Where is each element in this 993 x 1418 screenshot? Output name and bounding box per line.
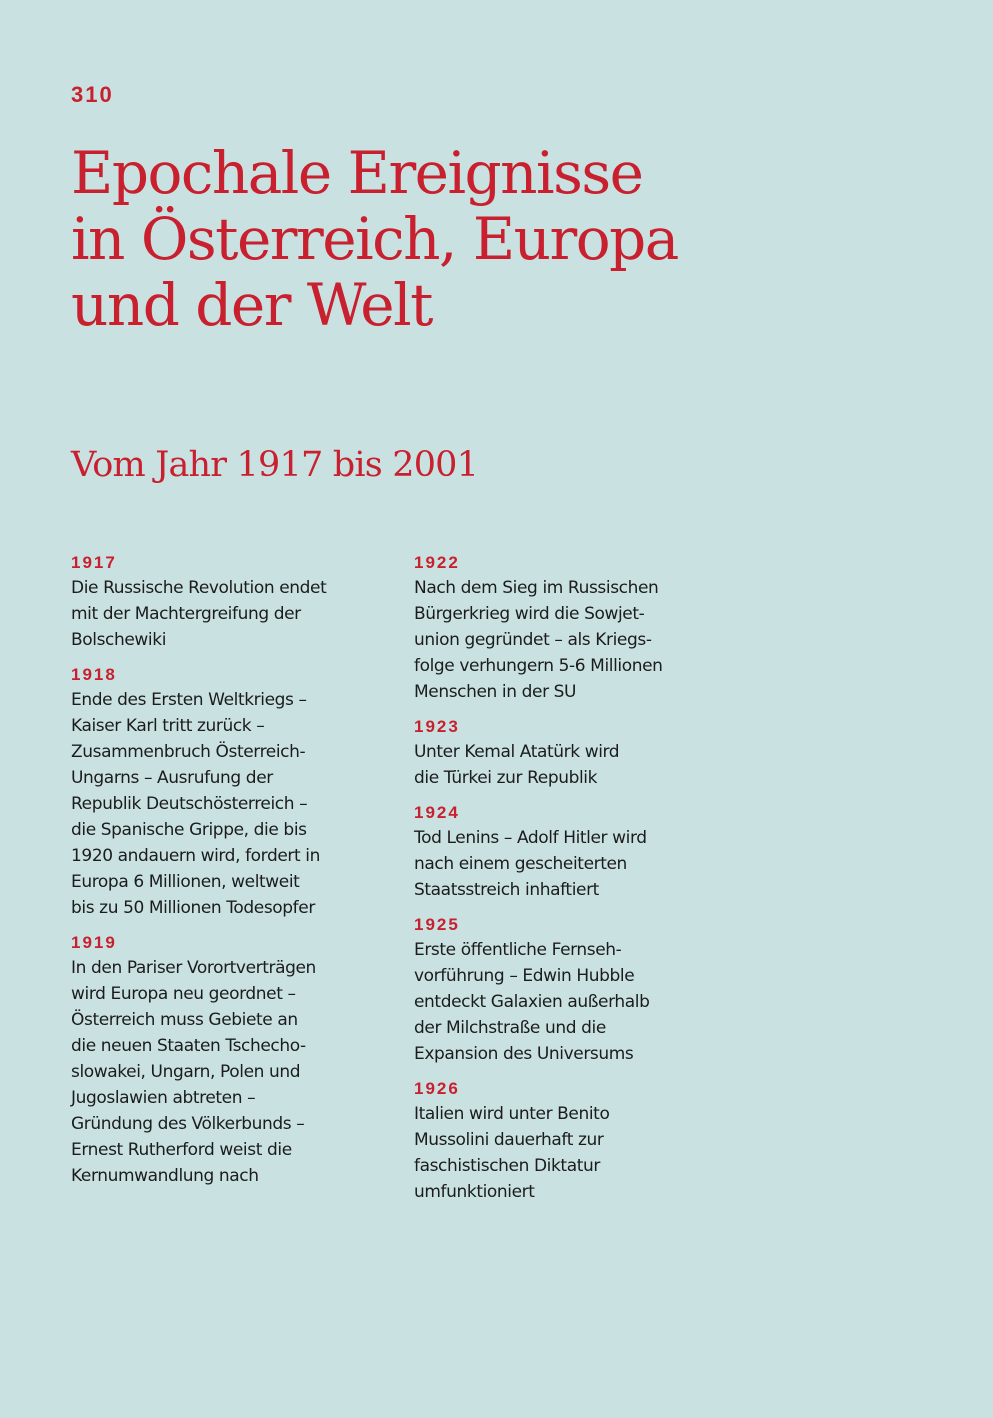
timeline-year: 1922 bbox=[414, 553, 460, 572]
description-line: wird Europa neu geordnet – bbox=[71, 984, 296, 1004]
timeline-description bbox=[414, 825, 734, 903]
description-line: Unter Kemal Atatürk wird bbox=[414, 742, 620, 762]
timeline-year: 1919 bbox=[71, 933, 117, 952]
description-line: Italien wird unter Benito bbox=[414, 1104, 610, 1124]
timeline-entry bbox=[414, 1077, 734, 1205]
timeline-year: 1926 bbox=[414, 1079, 460, 1098]
title-line: und der Welt bbox=[71, 271, 432, 339]
timeline-entry bbox=[71, 551, 391, 653]
timeline-year: 1918 bbox=[71, 665, 117, 684]
description-line: vorführung – Edwin Hubble bbox=[414, 966, 635, 986]
description-line: Bürgerkrieg wird die Sowjet- bbox=[414, 604, 645, 624]
timeline-entry bbox=[71, 663, 391, 921]
timeline-year: 1917 bbox=[71, 553, 117, 572]
timeline-entry bbox=[414, 913, 734, 1067]
description-line: Ungarns – Ausrufung der bbox=[71, 768, 273, 788]
description-line: Erste öffentliche Fernseh- bbox=[414, 940, 622, 960]
page-title bbox=[71, 140, 871, 338]
description-line: Zusammenbruch Österreich- bbox=[71, 742, 306, 762]
timeline-entry bbox=[414, 801, 734, 903]
description-line: die Türkei zur Republik bbox=[414, 768, 598, 788]
description-line: Gründung des Völkerbunds – bbox=[71, 1114, 305, 1134]
timeline-left-column bbox=[71, 551, 391, 1199]
timeline-description bbox=[414, 937, 734, 1067]
timeline-description bbox=[71, 575, 391, 653]
description-line: Mussolini dauerhaft zur bbox=[414, 1130, 604, 1150]
page-number: 310 bbox=[71, 82, 114, 107]
description-line: nach einem gescheiterten bbox=[414, 854, 627, 874]
description-line: Republik Deutschösterreich – bbox=[71, 794, 308, 814]
description-line: Kernumwandlung nach bbox=[71, 1166, 259, 1186]
timeline-description bbox=[71, 955, 391, 1189]
description-line: In den Pariser Vorortverträgen bbox=[71, 958, 316, 978]
timeline-right-column bbox=[414, 551, 734, 1215]
description-line: Ernest Rutherford weist die bbox=[71, 1140, 292, 1160]
description-line: Die Russische Revolution endet bbox=[71, 578, 327, 598]
description-line: Staatsstreich inhaftiert bbox=[414, 880, 599, 900]
description-line: Expansion des Universums bbox=[414, 1044, 634, 1064]
description-line: die neuen Staaten Tschecho- bbox=[71, 1036, 306, 1056]
timeline-year: 1924 bbox=[414, 803, 460, 822]
description-line: Europa 6 Millionen, weltweit bbox=[71, 872, 300, 892]
description-line: union gegründet – als Kriegs- bbox=[414, 630, 652, 650]
description-line: Jugoslawien abtreten – bbox=[71, 1088, 256, 1108]
timeline-year: 1923 bbox=[414, 717, 460, 736]
timeline-entry bbox=[414, 551, 734, 705]
timeline-description bbox=[414, 1101, 734, 1205]
description-line: faschistischen Diktatur bbox=[414, 1156, 600, 1176]
description-line: 1920 andauern wird, fordert in bbox=[71, 846, 320, 866]
description-line: Nach dem Sieg im Russischen bbox=[414, 578, 659, 598]
timeline-year: 1925 bbox=[414, 915, 460, 934]
timeline-description bbox=[71, 687, 391, 921]
description-line: Bolschewiki bbox=[71, 630, 167, 650]
description-line: Tod Lenins – Adolf Hitler wird bbox=[414, 828, 647, 848]
description-line: bis zu 50 Millionen Todesopfer bbox=[71, 898, 315, 918]
description-line: slowakei, Ungarn, Polen und bbox=[71, 1062, 301, 1082]
description-line: entdeckt Galaxien außerhalb bbox=[414, 992, 650, 1012]
timeline-entry bbox=[414, 715, 734, 791]
timeline-description bbox=[414, 575, 734, 705]
title-line: in Österreich, Europa bbox=[71, 205, 678, 273]
description-line: Menschen in der SU bbox=[414, 682, 577, 702]
description-line: Ende des Ersten Weltkriegs – bbox=[71, 690, 307, 710]
description-line: Österreich muss Gebiete an bbox=[71, 1010, 298, 1030]
title-line: Epochale Ereignisse bbox=[71, 139, 643, 207]
description-line: der Milchstraße und die bbox=[414, 1018, 606, 1038]
timeline-entry bbox=[71, 931, 391, 1189]
description-line: folge verhungern 5-6 Millionen bbox=[414, 656, 663, 676]
description-line: die Spanische Grippe, die bis bbox=[71, 820, 307, 840]
timeline-description bbox=[414, 739, 734, 791]
subtitle: Vom Jahr 1917 bis 2001 bbox=[71, 445, 479, 485]
description-line: umfunktioniert bbox=[414, 1182, 535, 1202]
description-line: Kaiser Karl tritt zurück – bbox=[71, 716, 265, 736]
description-line: mit der Machtergreifung der bbox=[71, 604, 301, 624]
